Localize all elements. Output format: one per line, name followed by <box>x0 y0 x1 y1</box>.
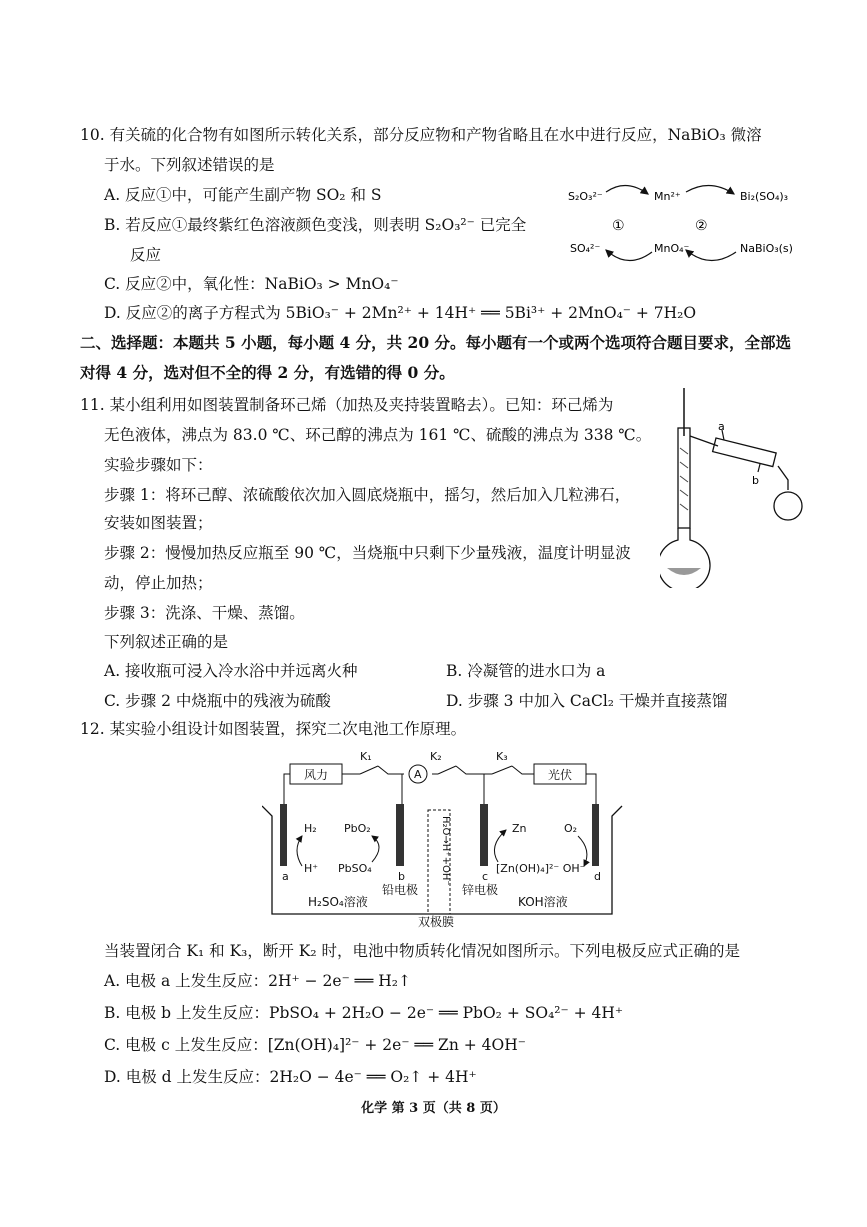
zinc-electrode-label: 锌电极 <box>462 883 499 897</box>
q12-option-b: B. 电极 b 上发生反应：PbSO₄ + 2H₂O − 2e⁻ ══ PbO₂ + SO₄²⁻ + 4H⁺ <box>104 1004 624 1022</box>
q11-stem-cont: 无色液体，沸点为 83.0 ℃、环己醇的沸点为 161 ℃、硫酸的沸点为 338 ℃。 <box>104 426 652 444</box>
electrode-c-label: c <box>482 870 489 883</box>
q11-stem: 11. 某小组利用如图装置制备环己烯（加热及夹持装置略去）。已知：环己烯为 <box>80 396 614 414</box>
electrode-c <box>480 804 488 866</box>
reaction-1-arrow-top <box>606 185 648 194</box>
q11-steps-intro: 实验步骤如下： <box>104 456 213 474</box>
q11-option-d: D. 步骤 3 中加入 CaCl₂ 干燥并直接蒸馏 <box>446 692 728 710</box>
arrow-pbso4-pbo2 <box>372 836 379 862</box>
q11-option-b: B. 冷凝管的进水口为 a <box>446 662 606 680</box>
q12-ask: 当装置闭合 K₁ 和 K₃，断开 K₂ 时，电池中物质转化情况如图所示。下列电极反应式正确的是 <box>104 942 741 960</box>
page-footer: 化学 第 3 页（共 8 页） <box>361 1101 506 1116</box>
wind-label: 风力 <box>304 768 329 782</box>
q12-battery-diagram <box>262 746 642 928</box>
q11-option-a: A. 接收瓶可浸入冷水浴中并远离火种 <box>104 662 358 680</box>
round-bottom-flask <box>660 528 710 588</box>
electrode-d-label: d <box>594 870 601 883</box>
q11-step-1-cont: 安装如图装置； <box>104 514 213 532</box>
solar-label: 光伏 <box>548 768 573 782</box>
koh-label: KOH溶液 <box>518 895 568 909</box>
q11-step-2-cont: 动，停止加热； <box>104 574 213 592</box>
bi2so43-label: Bi₂(SO₄)₃ <box>740 190 789 203</box>
column-packing <box>680 448 688 510</box>
arrow-zn <box>494 830 506 862</box>
switch-k1 <box>360 766 378 774</box>
label-b: b <box>752 474 759 487</box>
section-2-heading-cont: 对得 4 分，选对但不全的得 2 分，有选错的得 0 分。 <box>80 363 455 382</box>
mno4-label: MnO₄⁻ <box>654 242 690 255</box>
q10-option-b-cont: 反应 <box>130 246 162 264</box>
q11-option-c: C. 步骤 2 中烧瓶中的残液为硫酸 <box>104 692 331 710</box>
condenser <box>713 438 777 467</box>
zn-label: Zn <box>512 822 527 835</box>
membrane-label: 双极膜 <box>418 915 455 928</box>
electrode-d <box>592 804 599 866</box>
q12-option-c: C. 电极 c 上发生反应：[Zn(OH)₄]²⁻ + 2e⁻ ══ Zn + 4OH⁻ <box>104 1036 526 1054</box>
q10-stem-cont: 于水。下列叙述错误的是 <box>104 156 275 174</box>
section-2-heading: 二、选择题：本题共 5 小题，每小题 4 分，共 20 分。每小题有一个或两个选项符合题目要求，全部选 <box>80 333 792 352</box>
reaction-1-label: ① <box>612 218 625 234</box>
reaction-1-arrow-bottom <box>606 250 652 261</box>
electrode-a <box>280 804 287 866</box>
q12-option-a: A. 电极 a 上发生反应：2H⁺ − 2e⁻ ══ H₂↑ <box>104 972 411 990</box>
q11-step-1: 步骤 1：将环己醇、浓硫酸依次加入圆底烧瓶中，摇匀，然后加入几粒沸石， <box>104 486 631 504</box>
q10-stem: 10. 有关硫的化合物有如图所示转化关系，部分反应物和产物省略且在水中进行反应，NaBiO₃ 微溶 <box>80 126 762 144</box>
k2-label: K₂ <box>430 750 442 763</box>
znoh-label: [Zn(OH)₄]²⁻ OH⁻ <box>496 862 586 875</box>
k1-label: K₁ <box>360 750 372 763</box>
arrow-hplus-h2 <box>297 836 302 866</box>
mn-label: Mn²⁺ <box>654 190 681 203</box>
h2-label: H₂ <box>304 822 317 835</box>
q12-stem: 12. 某实验小组设计如图装置，探究二次电池工作原理。 <box>80 720 467 738</box>
lead-electrode-label: 铅电极 <box>382 883 419 897</box>
pbo2-label: PbO₂ <box>344 822 371 835</box>
q10-option-d: D. 反应②的离子方程式为 5BiO₃⁻ + 2Mn²⁺ + 14H⁺ ══ 5Bi³⁺ + 2MnO₄⁻ + 7H₂O <box>104 304 697 322</box>
reaction-2-arrow-top <box>686 185 734 194</box>
q11-step-3: 步骤 3：洗涤、干燥、蒸馏。 <box>104 604 305 622</box>
label-a: a <box>718 420 725 433</box>
adapter <box>778 466 788 490</box>
membrane-reaction: H₂O→H⁺+OH⁻ <box>440 816 451 886</box>
hplus-label: H⁺ <box>304 862 319 875</box>
switch-k3 <box>492 766 512 774</box>
o2-label: O₂ <box>564 822 578 835</box>
nabio3-label: NaBiO₃(s) <box>740 242 793 255</box>
reaction-2-arrow-bottom <box>686 250 736 261</box>
electrode-b-label: b <box>398 870 405 883</box>
q10-option-a: A. 反应①中，可能产生副产物 SO₂ 和 S <box>104 186 382 204</box>
flask-liquid <box>667 568 701 575</box>
pbso4-label: PbSO₄ <box>338 862 372 875</box>
ammeter-label: A <box>414 768 422 781</box>
receiving-flask <box>774 492 802 520</box>
fractionating-column <box>678 428 690 528</box>
q11-ask: 下列叙述正确的是 <box>104 633 229 651</box>
q11-distillation-apparatus <box>660 388 820 588</box>
reaction-2-label: ② <box>695 218 708 234</box>
q10-option-c: C. 反应②中，氧化性：NaBiO₃ > MnO₄⁻ <box>104 275 399 293</box>
wire-top <box>342 766 534 774</box>
s2o3-label: S₂O₃²⁻ <box>568 190 603 203</box>
q10-conversion-diagram <box>568 178 808 270</box>
so4-label: SO₄²⁻ <box>570 242 601 255</box>
q11-step-2: 步骤 2：慢慢加热反应瓶至 90 ℃，当烧瓶中只剩下少量残液，温度计明显波 <box>104 544 631 562</box>
electrode-b <box>396 804 404 866</box>
k3-label: K₃ <box>496 750 508 763</box>
q12-option-d: D. 电极 d 上发生反应：2H₂O − 4e⁻ ══ O₂↑ + 4H⁺ <box>104 1068 477 1086</box>
water-port-b <box>758 464 760 472</box>
switch-k2 <box>438 766 456 774</box>
q10-option-b: B. 若反应①最终紫红色溶液颜色变浅，则表明 S₂O₃²⁻ 已完全 <box>104 216 527 234</box>
h2so4-label: H₂SO₄溶液 <box>308 895 368 909</box>
electrode-a-label: a <box>282 870 289 883</box>
